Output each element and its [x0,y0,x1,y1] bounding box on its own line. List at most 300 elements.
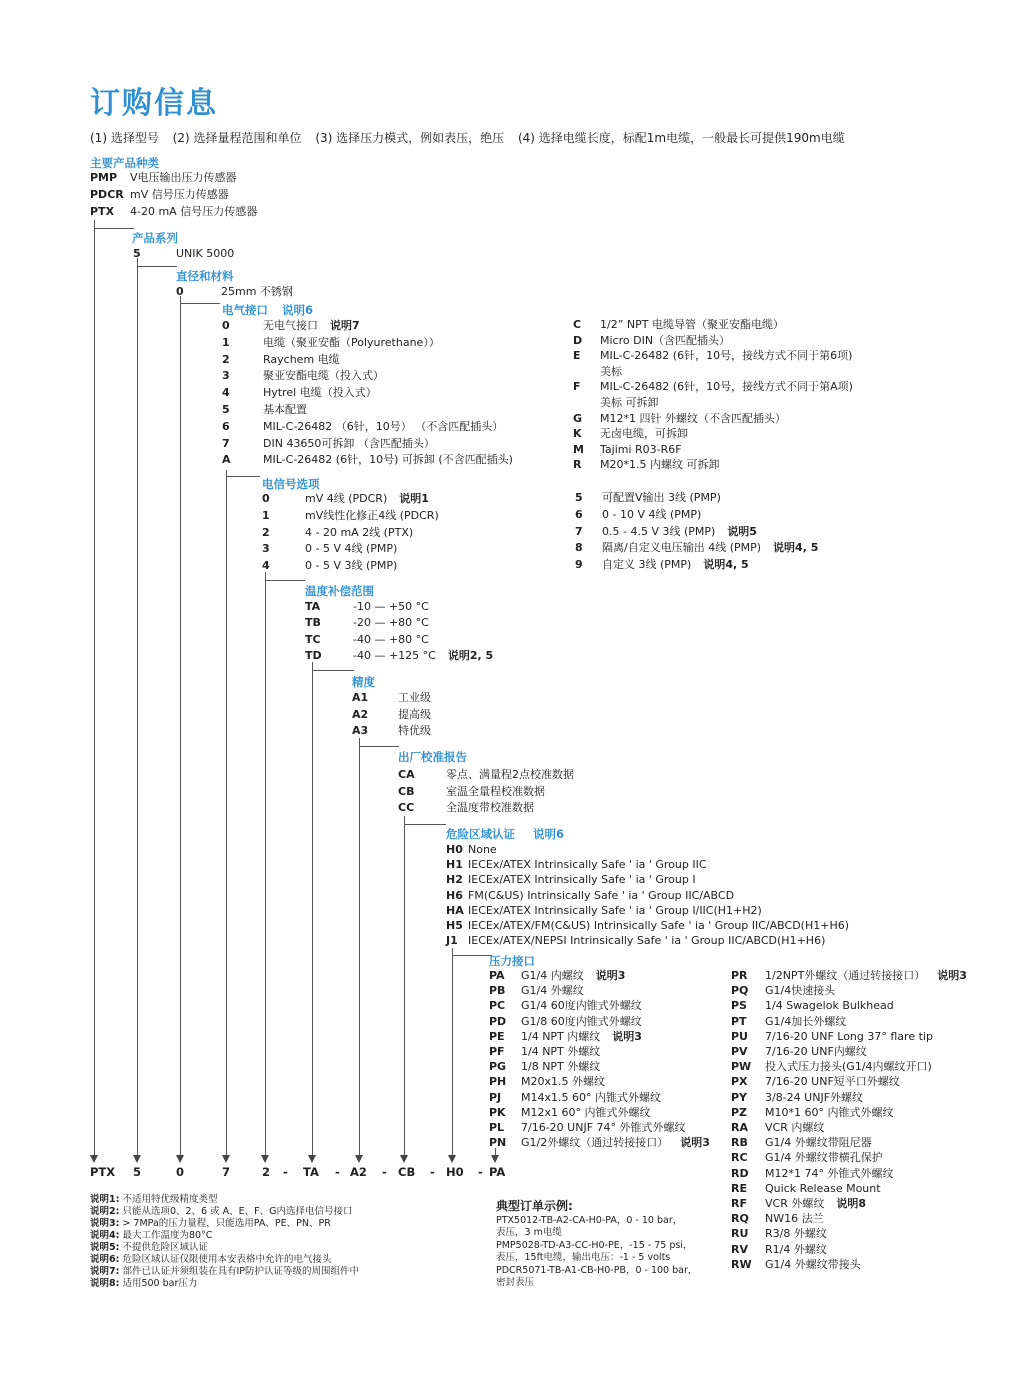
list-item: PTX 4-20 mA 信号压力传感器 [90,205,258,218]
option-desc: IECEx/ATEX/NEPSI Intrinsically Safe ' ia ' Group IIC/ABCD(H1+H6) [468,934,826,948]
option-desc: 美标 [600,364,622,378]
guide-line-electrical [226,470,227,1158]
model-code-part: - [430,1165,435,1179]
model-code-part: 2 [262,1165,271,1179]
list-item [731,1150,883,1165]
option-code: PK [489,1105,506,1119]
option-code: PZ [731,1105,748,1119]
list-item [731,1135,872,1150]
arrow-3 [176,1155,184,1163]
example-heading: 典型订单示例: [496,1199,573,1213]
option-code: PV [731,1045,748,1058]
arrow-10 [491,1155,499,1163]
note-2: 说明2: 只能从选项0、2、6 或 A、E、F、G内选择电信号接口 [90,1206,353,1217]
option-desc: M12*1 74° 外锥式外螺纹 [765,1166,894,1180]
option-desc: G1/4 外螺纹带接头 [765,1257,861,1271]
option-code: PG [489,1060,507,1074]
list-item [222,385,377,400]
option-note: 说明3 [595,969,626,982]
option-code: PB [489,984,506,998]
option-code: PN [489,1136,507,1150]
pressure-heading: 压力接口 [489,954,535,968]
guide-line-hazard [452,948,453,1158]
option-desc: M12x1 60° 内锥式外螺纹 [521,1105,651,1119]
signal-heading: 电信号选项 [262,477,320,491]
option-desc: 4 - 20 mA 2线 (PTX) [305,525,414,539]
option-code: A1 [352,691,369,704]
list-item [262,508,439,523]
option-code: CA [398,768,415,781]
option-desc: G1/2外螺纹（通过转接接口） [521,1136,669,1150]
note-1: 说明1: 不适用特优级精度类型 [90,1194,218,1205]
option-desc: G1/4 60度内锥式外螺纹 [521,999,642,1013]
list-item [222,352,340,367]
option-code: PX [731,1075,748,1089]
order-example [496,1200,697,1290]
option-code: G [573,411,583,425]
list-item [446,872,696,887]
option-desc: M20x1.5 外螺纹 [521,1075,605,1089]
note-8: 说明8: 适用500 bar压力 [90,1278,198,1289]
list-item [262,525,413,540]
list-item [573,426,688,441]
list-item [446,918,849,933]
step-2: (2) 选择量程范围和单位 [172,131,302,145]
option-code: HA [446,903,464,917]
arrow-1 [90,1155,98,1163]
list-item [489,983,584,998]
list-item [731,1166,893,1181]
option-code: PW [731,1060,752,1074]
list-item [731,1181,881,1196]
model-code-part: H0 [446,1165,464,1179]
list-item [305,632,429,647]
option-desc: 1/4 NPT 内螺纹 [521,1029,601,1043]
option-desc: mV线性化修正4线 (PDCR) [305,508,439,522]
arrow-9 [448,1155,456,1163]
option-desc: 电缆（聚亚安酯（Polyurethane）） [263,335,440,349]
list-item [731,1014,846,1029]
list-item [575,524,757,539]
option-code: PS [731,999,747,1013]
list-item: 0 25mm 不锈钢 [176,285,293,298]
option-code: PA [489,969,505,982]
list-item [222,452,513,467]
option-desc: Micro DIN（含匹配插头） [600,333,731,347]
list-item [573,317,784,332]
hazard-heading: 危险区域认证 说明6 [446,827,565,841]
option-desc: 投入式压力接头(G1/4内螺纹开口) [765,1060,932,1074]
list-item [222,402,307,417]
list-item [731,1090,863,1105]
option-desc: 聚亚安酯电缆（投入式） [263,369,384,383]
list-item [489,1044,600,1059]
option-code: K [573,427,582,441]
list-item [731,1242,827,1257]
list-item [731,1257,861,1272]
list-item [731,998,894,1013]
option-code: 3 [222,369,230,383]
list-item [352,723,431,738]
list-item [305,599,429,614]
list-item [398,767,574,782]
option-desc: R1/4 外螺纹 [765,1242,827,1256]
option-code: 2 [222,352,230,366]
option-code: RD [731,1166,749,1180]
option-code: TA [305,600,321,613]
option-code: CC [398,801,415,815]
model-code-part: 7 [222,1165,231,1179]
option-code: H6 [446,888,463,902]
electrical-heading: 电气接口 说明6 [222,303,314,317]
option-code: PU [731,1029,748,1043]
option-desc: Quick Release Mount [765,1181,881,1195]
option-desc: IECEx/ATEX Intrinsically Safe ' ia ' Group I [468,873,696,887]
example-line: PDCR5071-TB-A1-CB-H0-PB，0 - 100 bar， [496,1264,698,1276]
option-desc: None [468,843,497,856]
option-code: RU [731,1227,749,1241]
option-code: 1 [222,335,230,349]
list-item [222,436,435,451]
model-code-part: 0 [176,1165,185,1179]
list-item: PDCR mV 信号压力传感器 [90,188,229,201]
option-desc: 美标 可拆卸 [600,396,659,409]
list-item [446,888,734,903]
option-desc: 0 - 10 V 4线 (PMP) [602,507,702,521]
model-code-part: A2 [350,1165,367,1179]
list-item [731,1059,932,1074]
list-item [489,1014,642,1029]
option-desc: 全温度带校准数据 [446,801,534,815]
list-item [489,1090,661,1105]
guide-h-material [137,266,177,267]
list-item [573,333,730,348]
steps-line [90,129,855,146]
guide-h-electrical [180,303,220,304]
guide-h-series [94,228,134,229]
list-item [489,1074,605,1089]
list-item [446,857,707,872]
option-desc: G1/8 60度内锥式外螺纹 [521,1014,642,1028]
option-desc: 0 - 5 V 3线 (PMP) [305,559,398,573]
list-item [573,348,852,363]
list-item [731,1120,824,1135]
option-desc: MIL-C-26482 (6针，10号) 可拆卸 (不含匹配插头) [263,453,513,467]
option-code: M [573,442,584,456]
option-desc: FM(C&US) Intrinsically Safe ' ia ' Group IIC/ABCD [468,888,735,902]
option-code: 4 [222,386,230,400]
list-item [398,800,534,815]
option-code: H5 [446,919,463,932]
list-item [575,490,721,505]
guide-h-accuracy [312,670,354,671]
list-item [222,419,503,434]
option-note: 说明5 [727,524,757,538]
option-desc: 室温全量程校准数据 [446,784,545,798]
option-code: RE [731,1181,747,1195]
option-desc: 1/8 NPT 外螺纹 [521,1060,601,1074]
list-item: 5 UNIK 5000 [133,247,235,260]
list-item [262,491,429,506]
guide-h-pressure [452,955,492,956]
option-desc: 7/16-20 UNF内螺纹 [765,1045,867,1058]
option-desc: 可配置V输出 3线 (PMP) [602,491,721,504]
option-desc: MIL-C-26482 (6针，10号，接线方式不同于第A项) [600,380,853,394]
option-code: PD [489,1014,507,1028]
list-item [731,968,967,983]
option-desc: -40 — +125 °C [353,649,436,663]
option-note: 说明4, 5 [703,558,749,572]
page-title: 订购信息 [90,86,218,121]
list-item [573,457,719,472]
example-line: PMP5028-TD-A3-CC-H0-PE，-15 - 75 psi， [496,1239,693,1251]
option-code: PJ [489,1090,502,1104]
option-note: 说明3 [612,1029,642,1043]
model-code-part: - [382,1165,387,1179]
option-code: PL [489,1121,505,1134]
arrow-4 [222,1155,230,1163]
list-item [573,395,659,410]
products-heading: 主要产品种类 [90,156,159,170]
list-item [489,1135,710,1150]
option-code: 0 [222,319,230,332]
option-desc: 7/16-20 UNF Long 37° flare tip [765,1029,933,1043]
option-desc: 0.5 - 4.5 V 3线 (PMP) [602,524,716,538]
option-code: 3 [262,542,270,556]
option-note: 说明1 [399,492,429,505]
option-code: E [573,349,581,363]
option-desc: G1/4 外螺纹 [521,984,584,998]
list-item [446,842,497,857]
option-code: TD [305,649,322,663]
option-code: RV [731,1242,748,1256]
option-code: H1 [446,858,463,872]
model-code-part: TA [303,1165,319,1179]
option-desc: 提高级 [398,707,431,721]
list-item [573,411,786,426]
option-code: PT [731,1014,747,1028]
option-note: 说明8 [836,1197,867,1210]
option-desc: Tajimi R03-R6F [600,442,682,456]
calibration-heading: 出厂校准报告 [398,750,467,764]
list-item [489,1059,600,1074]
model-code-part: - [478,1165,483,1179]
option-code: RC [731,1151,748,1165]
step-1: (1) 选择型号 [90,131,159,145]
option-code: PC [489,999,506,1013]
model-code-part: - [283,1165,288,1179]
guide-line-material [180,296,181,1158]
option-desc: DIN 43650可拆卸 （含匹配插头） [263,436,435,450]
option-note: 说明4, 5 [773,541,819,555]
option-desc: Hytrel 电缆（投入式） [263,386,377,400]
option-desc: 基本配置 [263,403,307,416]
option-desc: -40 — +80 °C [353,632,429,646]
option-desc: mV 4线 (PDCR) [305,492,388,505]
guide-line-calibration [404,816,405,1158]
option-desc: 零点、满量程2点校准数据 [446,768,574,781]
option-code: 5 [222,403,230,416]
list-item [575,557,749,572]
option-code: PR [731,969,748,982]
guide-line-product [94,220,95,1158]
list-item [489,1120,686,1135]
option-note: 说明3 [680,1136,710,1150]
step-4: (4) 选择电缆长度，标配1m电缆，一般最长可提供190m电缆 [517,131,845,145]
option-desc: 工业级 [398,691,431,704]
option-desc: G1/4加长外螺纹 [765,1014,847,1028]
list-item [352,707,431,722]
option-desc: M10*1 60° 内锥式外螺纹 [765,1105,894,1119]
option-code: H2 [446,873,463,887]
option-desc: G1/4快速接头 [765,984,836,998]
option-code: RQ [731,1212,749,1226]
option-code: 6 [575,507,583,521]
option-code: PH [489,1075,507,1089]
option-desc: M20*1.5 内螺纹 可拆卸 [600,458,720,472]
option-desc: -20 — +80 °C [353,616,429,630]
option-code: R [573,458,582,472]
list-item [489,968,625,983]
arrow-8 [400,1155,408,1163]
list-item [222,335,440,350]
arrow-2 [133,1155,141,1163]
option-desc: 无电气接口 [263,319,318,332]
option-desc: M12*1 四针 外螺纹（不含匹配插头） [600,411,786,425]
option-desc: VCR 内螺纹 [765,1121,825,1134]
option-code: RF [731,1197,747,1210]
option-code: 2 [262,525,270,539]
guide-h-temperature [265,580,305,581]
list-item [489,1105,651,1120]
option-code: 8 [575,541,583,555]
option-desc: 特优级 [398,724,431,738]
list-item [731,1196,866,1211]
example-line: 表压，3 m电缆 [496,1227,562,1238]
list-item [731,1074,900,1089]
option-code: RW [731,1257,752,1271]
list-item [305,615,429,630]
option-desc: IECEx/ATEX Intrinsically Safe ' ia ' Group I/IIC(H1+H2) [468,903,762,917]
option-code: TB [305,616,321,630]
guide-h-calibration [359,746,399,747]
option-desc: 3/8-24 UNJF外螺纹 [765,1090,864,1104]
note-3: 说明3: > 7MPa的压力量程，只能选用PA、PE、PN、PR [90,1218,331,1229]
model-code-part: PA [489,1165,506,1179]
list-item [575,540,818,555]
option-desc: R3/8 外螺纹 [765,1227,827,1241]
option-desc: 1/2” NPT 电缆导管（聚亚安酯电缆） [600,318,784,331]
temperature-heading: 温度补偿范围 [305,584,374,598]
guide-h-hazard [404,824,446,825]
option-code: H0 [446,843,463,856]
guide-line-signal [265,572,266,1158]
list-item [731,1211,824,1226]
list-item [446,903,762,918]
list-item [731,1105,893,1120]
arrow-5 [261,1155,269,1163]
option-desc: NW16 法兰 [765,1212,824,1226]
option-desc: IECEx/ATEX Intrinsically Safe ' ia ' Group IIC [468,858,707,872]
option-code: 1 [262,508,270,522]
guide-line-series [137,258,138,1158]
option-desc: IECEx/ATEX/FM(C&US) Intrinsically Safe ' ia ' Group IIC/ABCD(H1+H6) [468,919,850,932]
list-item [731,1029,933,1044]
guide-h-signal [226,476,260,477]
arrow-6 [308,1155,316,1163]
option-code: PF [489,1045,505,1058]
list-item: PMP V电压输出压力传感器 [90,171,237,184]
series-heading: 产品系列 [132,231,178,245]
option-code: 0 [262,492,270,505]
option-desc: G1/4 外螺纹带阻尼器 [765,1136,872,1150]
option-desc: 无卤电缆，可拆卸 [600,427,688,441]
list-item [731,1044,867,1059]
option-desc: 自定义 3线 (PMP) [602,558,692,572]
option-desc: 1/4 NPT 外螺纹 [521,1045,601,1058]
option-code: F [573,380,581,394]
option-code: 5 [575,491,583,504]
list-item [731,983,835,998]
option-code: RA [731,1121,748,1134]
option-note: 说明3 [937,969,967,982]
list-item [573,379,853,394]
note-6: 说明6: 危险区域认证仅限使用本安表格中允许的电气接头 [90,1254,332,1265]
option-code: A3 [352,724,369,738]
example-line: PTX5012-TB-A2-CA-H0-PA，0 - 10 bar， [496,1214,683,1226]
accuracy-heading: 精度 [352,675,375,689]
option-desc: 7/16-20 UNJF 74° 外锥式外螺纹 [521,1121,686,1134]
option-code: 6 [222,419,230,433]
option-code: 7 [575,524,583,538]
list-item [262,541,397,556]
option-code: PY [731,1090,748,1104]
list-item [489,998,642,1013]
option-code: A [222,453,231,467]
option-desc: 1/4 Swagelok Bulkhead [765,999,894,1013]
option-desc: 0 - 5 V 4线 (PMP) [305,542,398,556]
option-code: J1 [446,934,458,948]
list-item [446,933,825,948]
option-code: PE [489,1029,505,1043]
option-desc: MIL-C-26482 （6针，10号） （不含匹配插头） [263,419,504,433]
option-desc: -10 — +50 °C [353,600,429,613]
list-item [575,507,701,522]
option-code: TC [305,632,321,646]
notes-block [90,1194,359,1290]
list-item [305,648,493,663]
list-item [352,690,431,705]
model-code-part: PTX [90,1165,116,1179]
option-desc: 7/16-20 UNF短平口外螺纹 [765,1075,900,1089]
option-desc: VCR 外螺纹 [765,1197,825,1210]
option-desc: G1/4 内螺纹 [521,969,584,982]
option-code: CB [398,784,415,798]
list-item [573,364,622,379]
option-code: RB [731,1136,748,1150]
guide-line-temperature [312,662,313,1158]
option-note: 说明2, 5 [447,649,494,663]
model-code-part: 5 [133,1165,142,1179]
step-3: (3) 选择压力模式，例如表压，绝压 [315,131,505,145]
example-line: 表压，15ft电缆，输出电压：-1 - 5 volts [496,1252,671,1263]
option-desc: Raychem 电缆 [263,352,340,366]
option-desc: 隔离/自定义电压输出 4线 (PMP) [602,541,762,555]
option-code: 9 [575,558,583,572]
option-desc: M14x1.5 60° 内锥式外螺纹 [521,1090,661,1104]
option-code: 4 [262,559,270,573]
option-code: D [573,333,583,347]
